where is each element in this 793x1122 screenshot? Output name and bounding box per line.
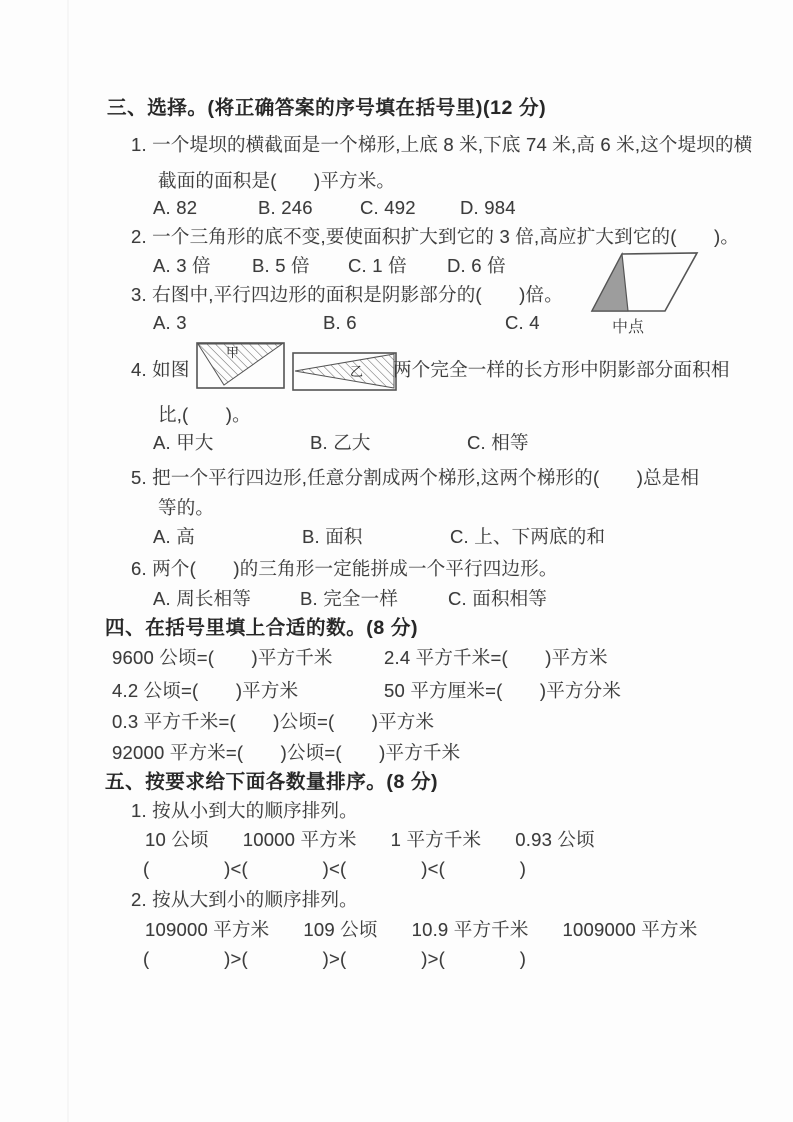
s5-q2-line1: 2. 按从大到小的顺序排列。 [131, 889, 358, 910]
scan-artifact-line [67, 0, 69, 1122]
section5-heading: 五、按要求给下面各数量排序。(8 分) [105, 771, 439, 793]
s5-q2-item-1: 109000 平方米 [145, 919, 270, 940]
q4-suffix: 两个完全一样的长方形中阴影部分面积相 [393, 359, 730, 380]
q6-option-c: C. 面积相等 [448, 588, 548, 609]
s4-row2-right: 50 平方厘米=( )平方分米 [384, 680, 622, 701]
q2-option-c: C. 1 倍 [348, 255, 407, 276]
q4-yi-label: 乙 [350, 364, 364, 379]
s5-q1-item-4: 0.93 公顷 [515, 829, 595, 850]
q1-line2: 截面的面积是( )平方米。 [158, 170, 396, 191]
s5-q2-blanks: ( )>( )>( )>( ) [143, 948, 527, 969]
q6-option-b: B. 完全一样 [300, 588, 399, 609]
q1-option-d: D. 984 [460, 197, 516, 218]
q2-option-d: D. 6 倍 [447, 255, 506, 276]
q5-line2: 等的。 [158, 497, 215, 518]
q4-figure-jia [196, 342, 285, 390]
q2-option-a: A. 3 倍 [153, 255, 211, 276]
q4-option-c: C. 相等 [467, 432, 529, 453]
s4-row2-left: 4.2 公顷=( )平方米 [112, 680, 299, 701]
s5-q2-items [145, 918, 697, 941]
q6-line1: 6. 两个( )的三角形一定能拼成一个平行四边形。 [131, 558, 558, 579]
q1-option-a: A. 82 [153, 197, 198, 218]
q4-option-a: A. 甲大 [153, 432, 214, 453]
s4-row1-right: 2.4 平方千米=( )平方米 [384, 647, 608, 668]
s5-q1-items [145, 828, 595, 851]
s5-q1-item-3: 1 平方千米 [390, 829, 482, 850]
s5-q2-item-2: 109 公顷 [303, 919, 378, 940]
q3-shaded-triangle [592, 254, 628, 311]
q3-parallelogram-figure [583, 245, 705, 341]
s4-row3: 0.3 平方千米=( )公顷=( )平方米 [112, 711, 435, 732]
q4-prefix: 4. 如图 [131, 359, 190, 380]
q4-figure-yi [292, 352, 397, 391]
s4-row1-left: 9600 公顷=( )平方千米 [112, 647, 333, 668]
q2-line1: 2. 一个三角形的底不变,要使面积扩大到它的 3 倍,高应扩大到它的( )。 [131, 226, 740, 247]
q1-option-c: C. 492 [360, 197, 416, 218]
s5-q1-item-1: 10 公顷 [145, 829, 209, 850]
s5-q2-item-4: 1009000 平方米 [562, 919, 698, 940]
q5-option-a: A. 高 [153, 526, 195, 547]
q6-option-a: A. 周长相等 [153, 588, 252, 609]
q5-option-c: C. 上、下两底的和 [450, 526, 606, 547]
section4-heading: 四、在括号里填上合适的数。(8 分) [105, 617, 419, 639]
s4-row4: 92000 平方米=( )公顷=( )平方千米 [112, 742, 461, 763]
s5-q1-item-2: 10000 平方米 [242, 829, 357, 850]
q1-option-b: B. 246 [258, 197, 313, 218]
s5-q2-item-3: 10.9 平方千米 [411, 919, 529, 940]
q3-option-b: B. 6 [323, 312, 357, 333]
s5-q1-line1: 1. 按从小到大的顺序排列。 [131, 800, 358, 821]
q2-option-b: B. 5 倍 [252, 255, 310, 276]
q1-line1: 1. 一个堤坝的横截面是一个梯形,上底 8 米,下底 74 米,高 6 米,这个堤坝的横 [131, 134, 753, 155]
section3-heading: 三、选择。(将正确答案的序号填在括号里)(12 分) [107, 97, 547, 119]
q4-jia-label: 甲 [226, 345, 240, 360]
q3-midpoint-label: 中点 [611, 319, 645, 336]
s5-q1-blanks: ( )<( )<( )<( ) [143, 858, 527, 879]
q4-line2: 比,( )。 [158, 404, 251, 425]
q3-option-c: C. 4 [505, 312, 540, 333]
q3-line1: 3. 右图中,平行四边形的面积是阴影部分的( )倍。 [131, 284, 563, 305]
q4-option-b: B. 乙大 [310, 432, 371, 453]
q5-option-b: B. 面积 [302, 526, 363, 547]
q5-line1: 5. 把一个平行四边形,任意分割成两个梯形,这两个梯形的( )总是相 [131, 467, 700, 488]
q3-option-a: A. 3 [153, 312, 187, 333]
